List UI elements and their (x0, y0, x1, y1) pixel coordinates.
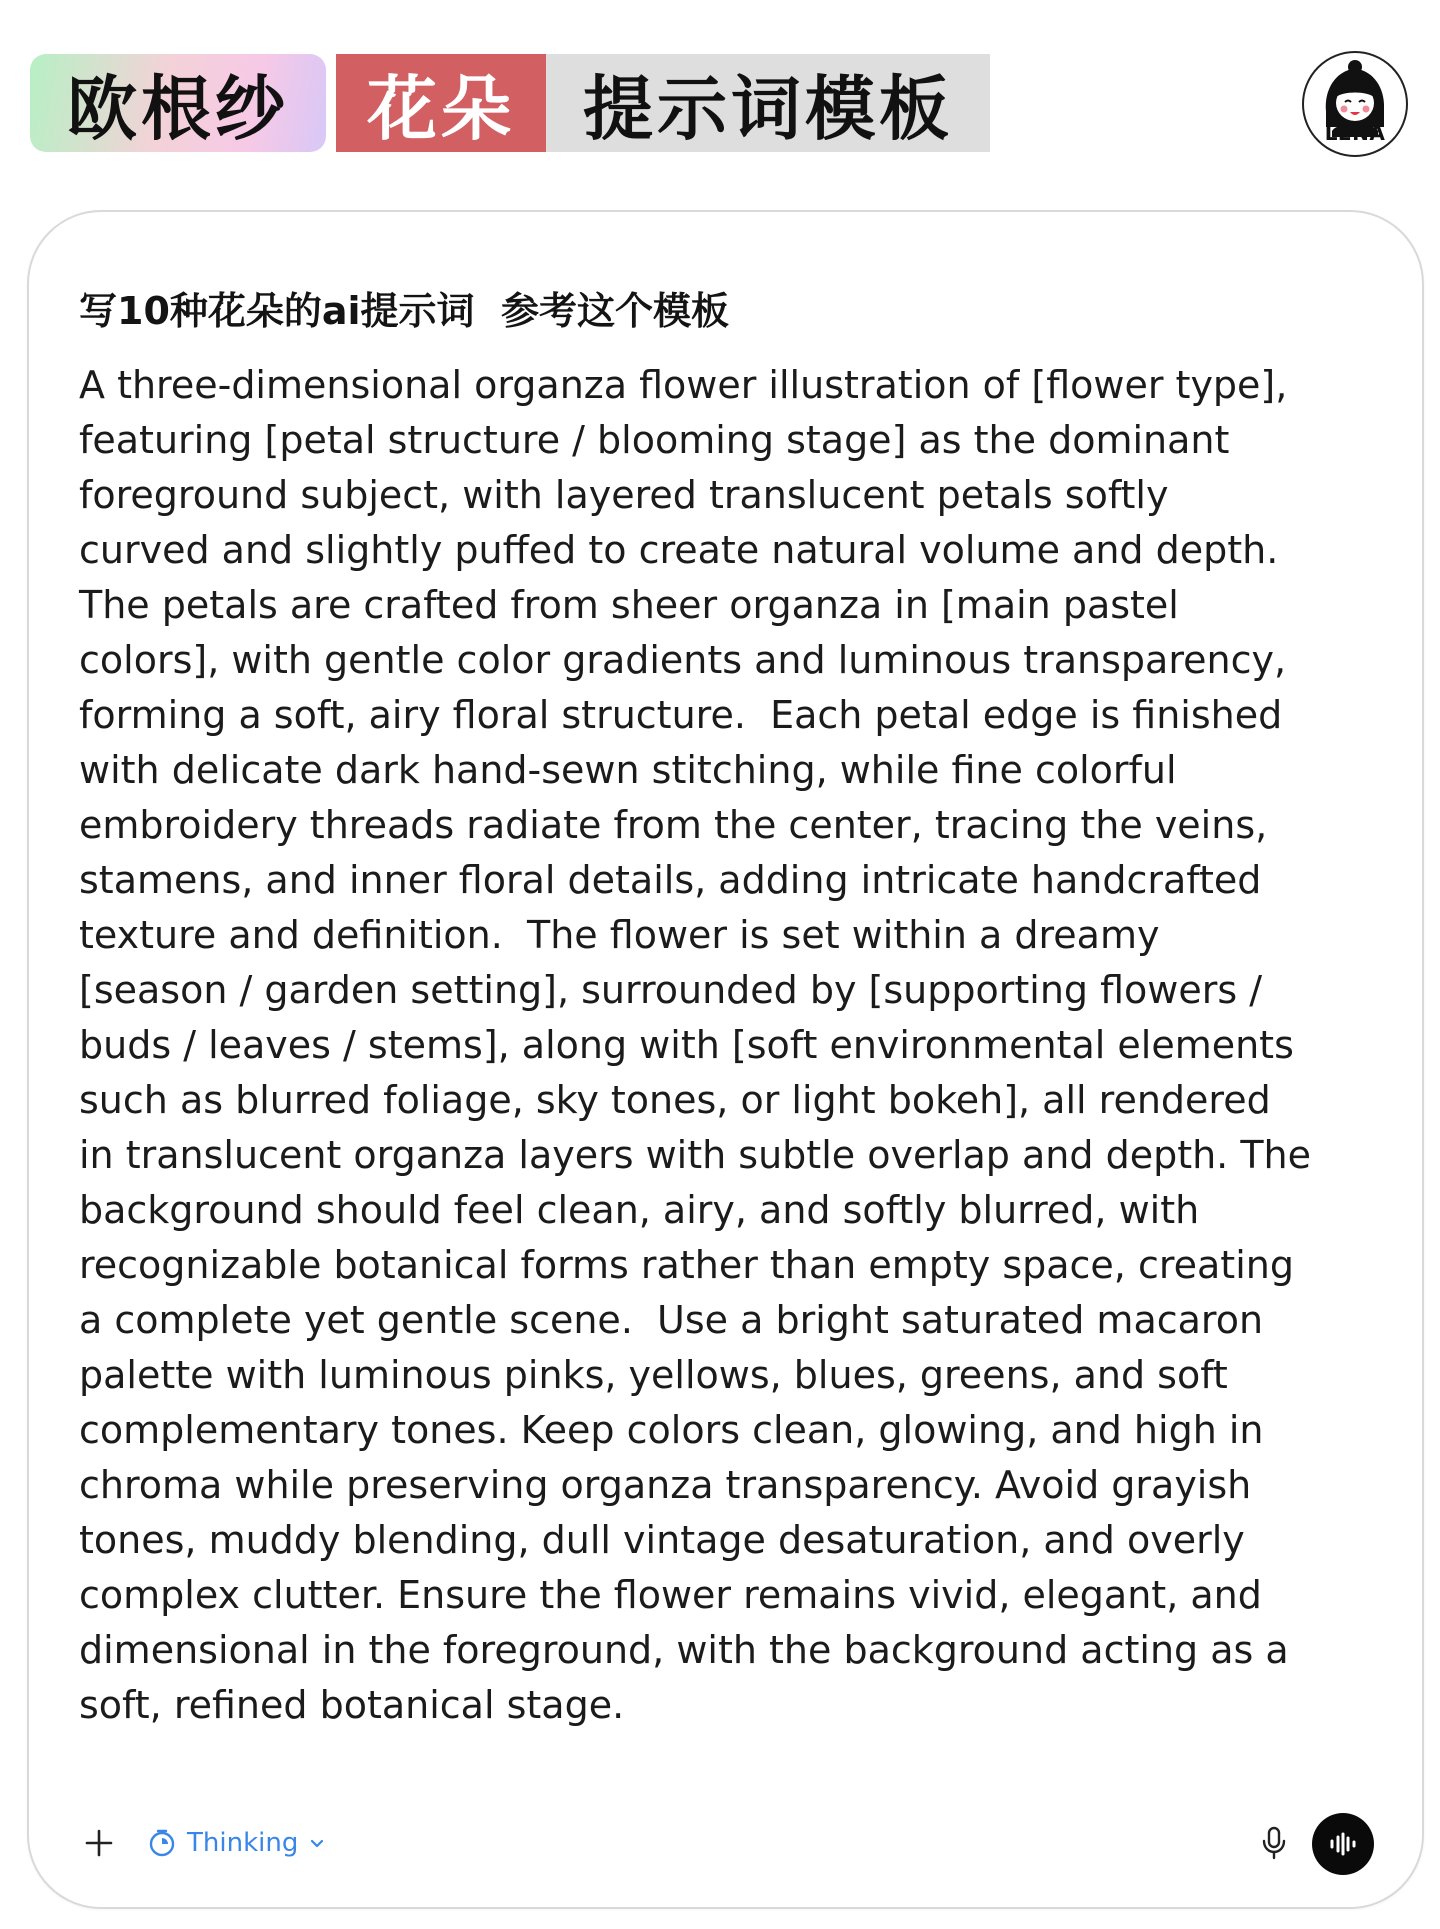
tag-organza: 欧根纱 (30, 54, 326, 152)
prompt-text-line: such as blurred foliage, sky tones, or light bokeh], all rendered (79, 1078, 1271, 1122)
prompt-text-line: buds / leaves / stems], along with [soft environmental elements (79, 1023, 1294, 1067)
prompt-text-line: soft, refined botanical stage. (79, 1683, 625, 1727)
microphone-button[interactable] (1254, 1823, 1294, 1863)
prompt-text-line: chroma while preserving organza transparency. Avoid grayish (79, 1463, 1252, 1507)
prompt-text-line: curved and slightly puffed to create natural volume and depth. (79, 528, 1279, 572)
chat-input-card[interactable] (27, 210, 1424, 1909)
prompt-text-line: stamens, and inner floral details, adding intricate handcrafted (79, 858, 1262, 902)
prompt-text-line: with delicate dark hand-sewn stitching, while fine colorful (79, 748, 1177, 792)
avatar-logo (1302, 51, 1408, 157)
prompt-text-line: tones, muddy blending, dull vintage desaturation, and overly (79, 1518, 1245, 1562)
tag-flower: 花朵 (336, 54, 546, 152)
plus-icon (84, 1828, 114, 1858)
prompt-text-line: colors], with gentle color gradients and luminous transparency, (79, 638, 1287, 682)
prompt-text-line: foreground subject, with layered translucent petals softly (79, 473, 1169, 517)
prompt-text-line: in translucent organza layers with subtle overlap and depth. The (79, 1133, 1312, 1177)
logo-text: LENA (1324, 121, 1386, 145)
timer-icon (147, 1828, 177, 1858)
voice-waveform-icon (1328, 1832, 1358, 1856)
voice-mode-button[interactable] (1312, 1813, 1374, 1875)
prompt-text[interactable] (79, 358, 1389, 1733)
prompt-text-line: [season / garden setting], surrounded by [supporting flowers / (79, 968, 1263, 1012)
prompt-text-line: dimensional in the foreground, with the background acting as a (79, 1628, 1289, 1672)
prompt-text-line: complex clutter. Ensure the flower remains vivid, elegant, and (79, 1573, 1262, 1617)
prompt-text-line: embroidery threads radiate from the center, tracing the veins, (79, 803, 1268, 847)
tag-prompt-template: 提示词模板 (546, 54, 990, 152)
title-banner (30, 54, 990, 152)
prompt-text-line: featuring [petal structure / blooming stage] as the dominant (79, 418, 1230, 462)
prompt-title: 写10种花朵的ai提示词 参考这个模板 (79, 289, 730, 333)
prompt-text-line: forming a soft, airy floral structure. Each petal edge is finished (79, 693, 1283, 737)
microphone-icon (1260, 1826, 1288, 1860)
composer-toolbar (29, 1777, 1422, 1907)
prompt-text-line: A three-dimensional organza flower illustration of [flower type], (79, 363, 1288, 407)
thinking-mode-button[interactable] (147, 1821, 326, 1865)
prompt-text-line: texture and definition. The flower is set within a dreamy (79, 913, 1160, 957)
prompt-text-line: The petals are crafted from sheer organza in [main pastel (79, 583, 1179, 627)
thinking-mode-label: Thinking (187, 1828, 299, 1858)
add-attachment-button[interactable] (79, 1823, 119, 1863)
prompt-text-line: background should feel clean, airy, and softly blurred, with (79, 1188, 1200, 1232)
prompt-text-line: palette with luminous pinks, yellows, blues, greens, and soft (79, 1353, 1228, 1397)
chevron-down-icon (308, 1834, 326, 1852)
prompt-text-line: a complete yet gentle scene. Use a bright saturated macaron (79, 1298, 1264, 1342)
prompt-text-line: recognizable botanical forms rather than empty space, creating (79, 1243, 1294, 1287)
prompt-text-line: complementary tones. Keep colors clean, glowing, and high in (79, 1408, 1264, 1452)
